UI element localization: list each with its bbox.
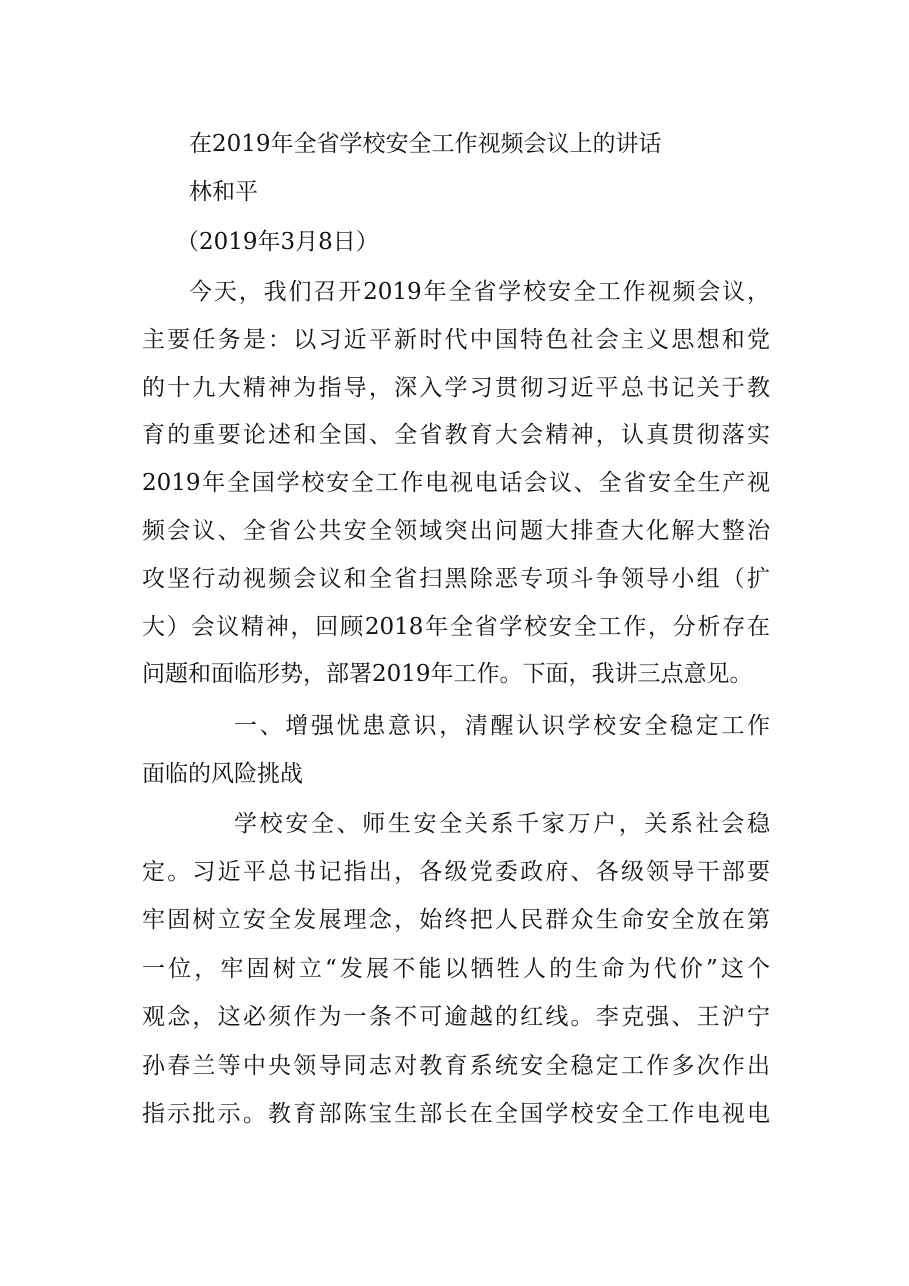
paragraph-line: 观念，这必须作为一条不可逾越的红线。李克强、王沪宁 <box>142 1004 770 1030</box>
paragraph-line: 育的重要论述和全国、全省教育大会精神，认真贯彻落实 <box>142 422 770 448</box>
paragraph-line: 的十九大精神为指导，深入学习贯彻习近平总书记关于教 <box>142 375 770 401</box>
paragraph-line: 主要任务是：以习近平新时代中国特色社会主义思想和党 <box>142 327 770 353</box>
speaker-name: 林和平 <box>189 179 258 205</box>
speech-date: （2019年3月8日） <box>176 229 379 255</box>
paragraph-line: 攻坚行动视频会议和全省扫黑除恶专项斗争领导小组（扩 <box>142 566 770 592</box>
paragraph-line: 今天，我们召开2019年全省学校安全工作视频会议， <box>189 279 770 305</box>
paragraph-line: 牢固树立安全发展理念，始终把人民群众生命安全放在第 <box>142 907 770 933</box>
paragraph-line: 2019年全国学校安全工作电视电话会议、全省安全生产视 <box>142 470 770 496</box>
paragraph-line: 问题和面临形势，部署2019年工作。下面，我讲三点意见。 <box>142 661 753 687</box>
section-heading: 一、增强忧患意识，清醒认识学校安全稳定工作 <box>234 713 770 739</box>
paragraph-line: 大）会议精神，回顾2018年全省学校安全工作，分析存在 <box>142 614 770 640</box>
paragraph-line: 定。习近平总书记指出，各级党委政府、各级领导干部要 <box>142 859 770 885</box>
paragraph-line: 学校安全、师生安全关系千家万户，关系社会稳 <box>234 811 770 837</box>
section-heading-continued: 面临的风险挑战 <box>142 761 303 787</box>
document-title: 在2019年全省学校安全工作视频会议上的讲话 <box>189 131 662 157</box>
paragraph-line: 一位，牢固树立“发展不能以牺牲人的生命为代价”这个 <box>142 956 770 982</box>
paragraph-line: 频会议、全省公共安全领域突出问题大排查大化解大整治 <box>142 518 770 544</box>
paragraph-line: 指示批示。教育部陈宝生部长在全国学校安全工作电视电 <box>142 1101 770 1127</box>
paragraph-line: 孙春兰等中央领导同志对教育系统安全稳定工作多次作出 <box>142 1053 770 1079</box>
